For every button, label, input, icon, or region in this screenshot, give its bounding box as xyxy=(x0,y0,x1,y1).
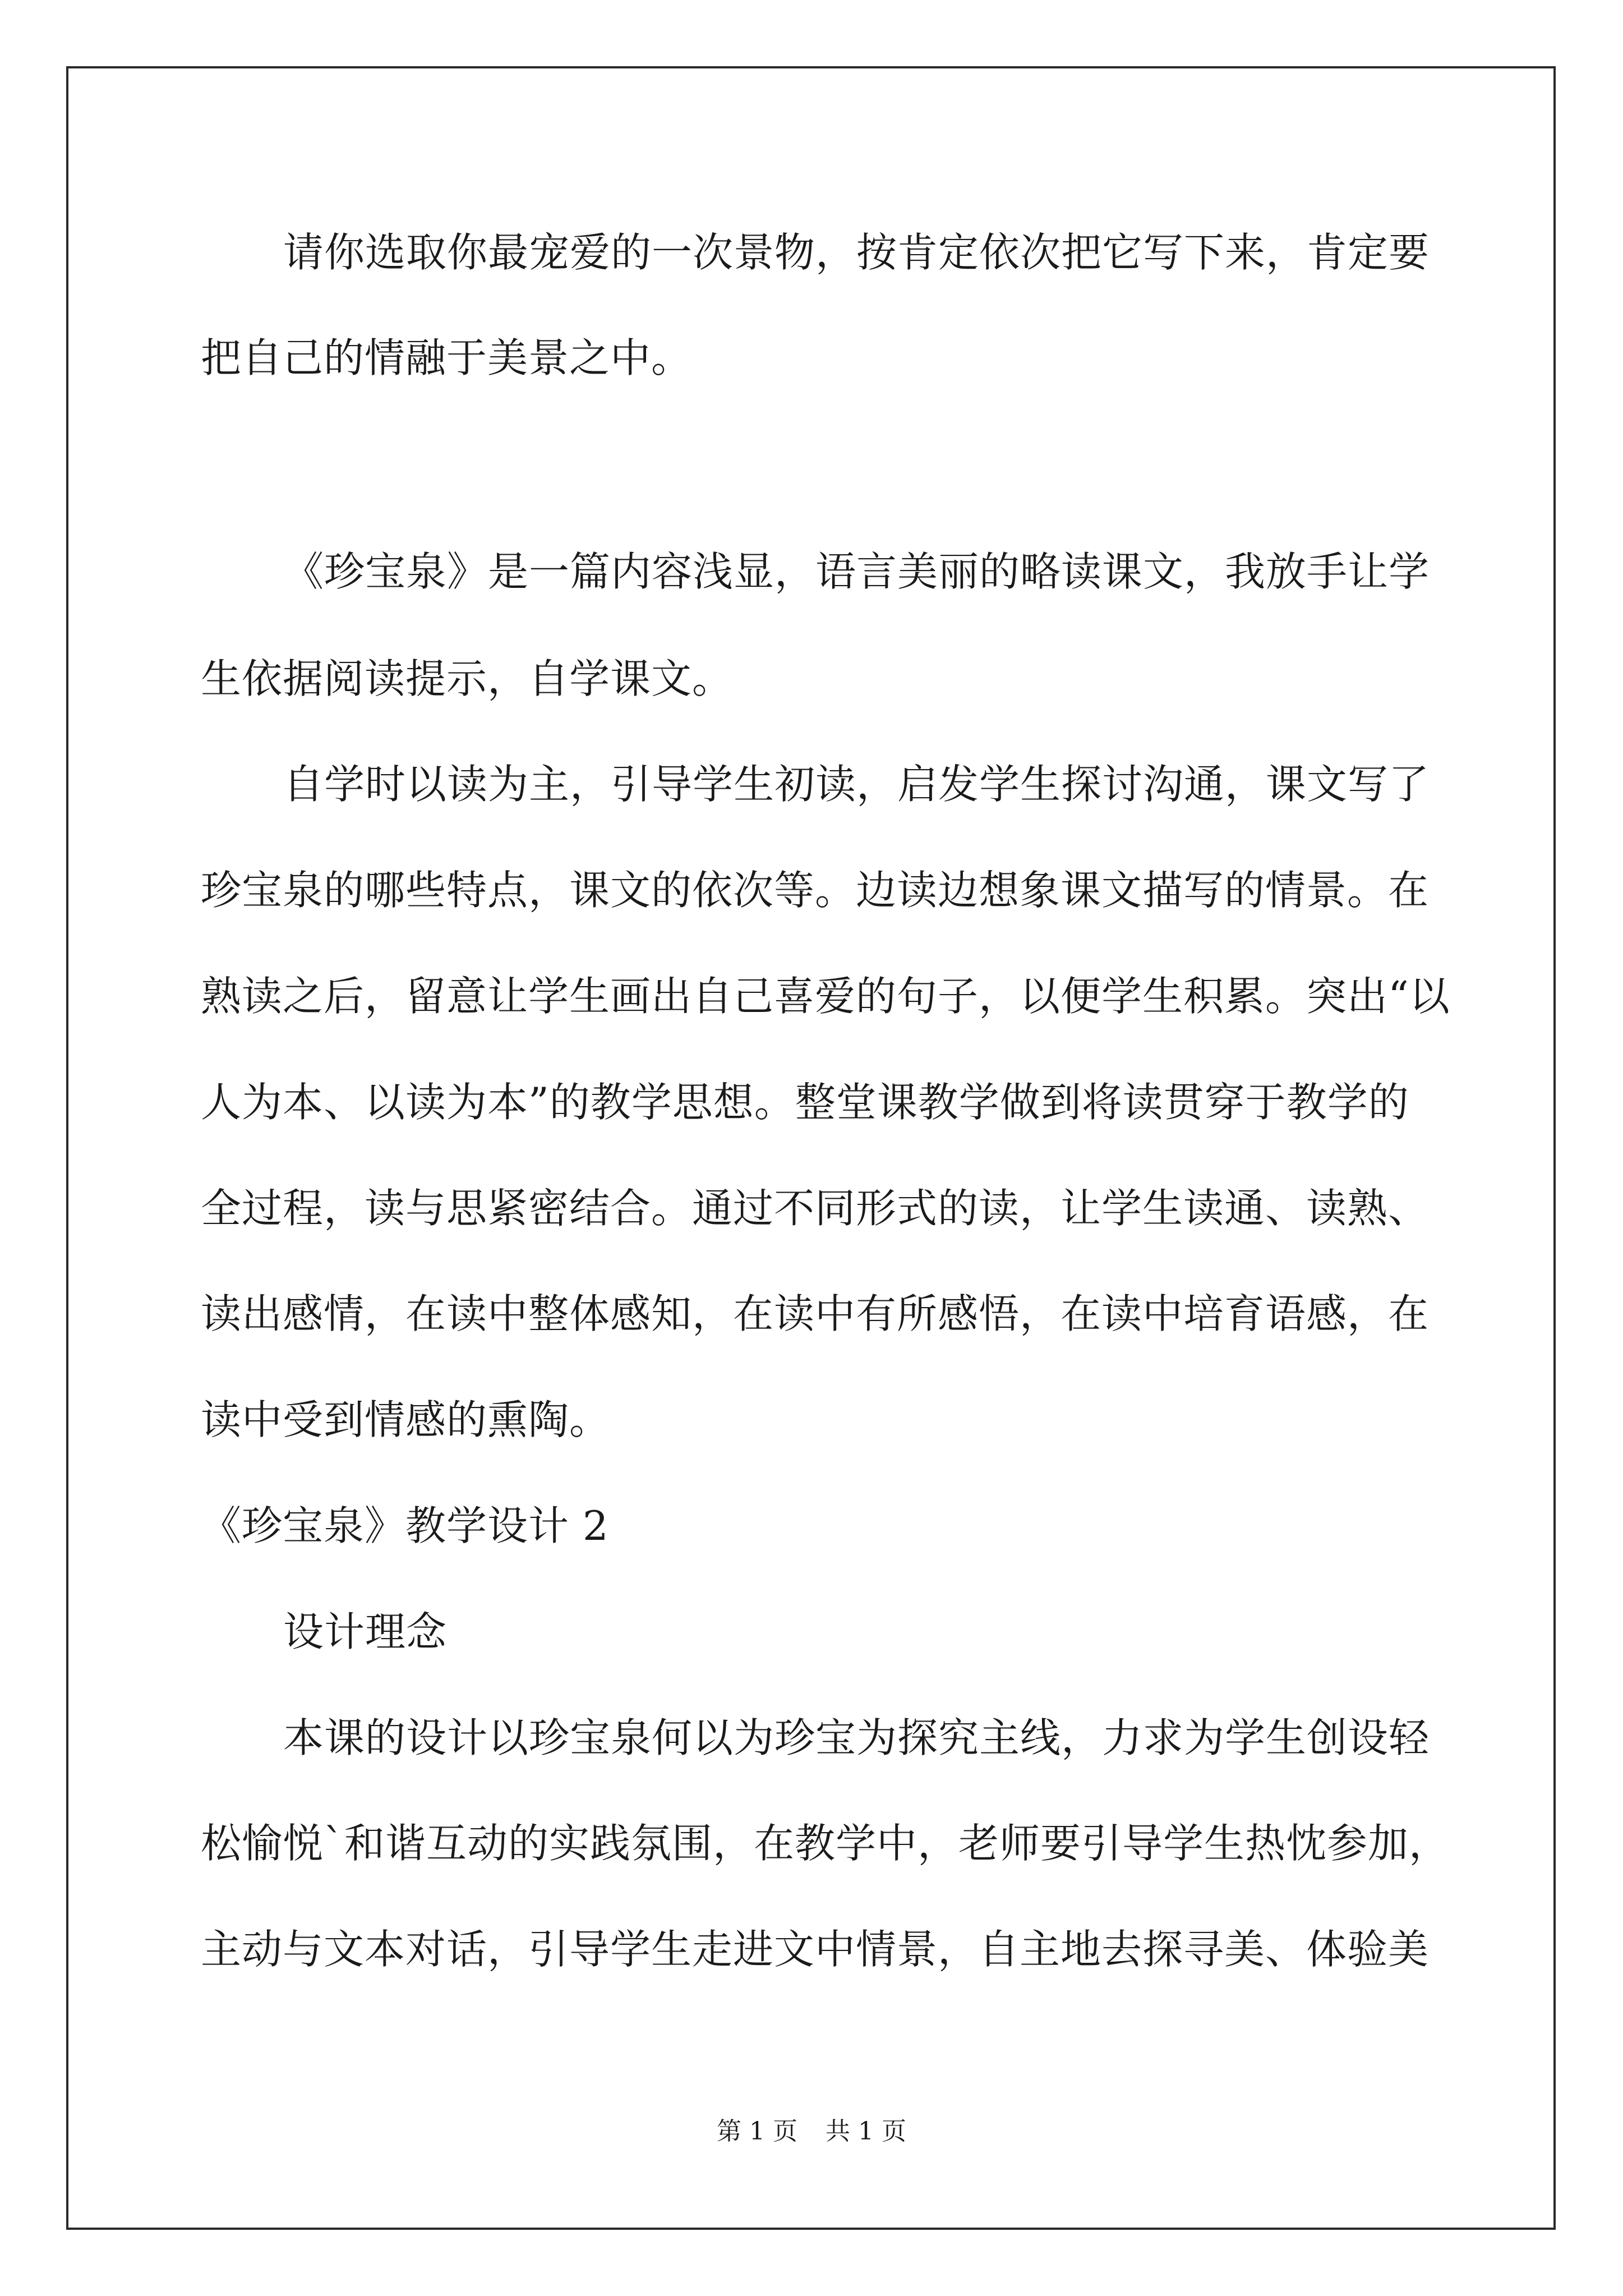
body-line-4: 生依据阅读提示，自学课文。 xyxy=(201,655,734,702)
body-line-6: 珍宝泉的哪些特点，课文的依次等。边读边想象课文描写的情景。在 xyxy=(201,867,1430,914)
body-line-14: 主动与文本对话，引导学生走进文中情景，自主地去探寻美、体验美 xyxy=(201,1926,1430,1973)
page-total: 共 1 页 xyxy=(826,2117,906,2146)
page-footer xyxy=(0,2115,1623,2148)
subsection-heading: 设计理念 xyxy=(283,1608,448,1655)
section-heading: 《珍宝泉》教学设计 2 xyxy=(201,1502,609,1549)
body-line-9: 全过程，读与思紧密结合。通过不同形式的读，让学生读通、读熟、 xyxy=(201,1185,1430,1232)
page-border xyxy=(66,66,1556,2230)
body-line-12: 本课的设计以珍宝泉何以为珍宝为探究主线，力求为学生创设轻 xyxy=(283,1714,1430,1761)
body-line-8: 人为本、以读为本”的教学思想。整堂课教学做到将读贯穿于教学的 xyxy=(201,1079,1409,1126)
body-line-2: 把自己的情融于美景之中。 xyxy=(201,334,693,381)
body-line-13: 松愉悦`和谐互动的实践氛围，在教学中，老师要引导学生热忱参加， xyxy=(201,1820,1450,1867)
body-line-3: 《珍宝泉》是一篇内容浅显，语言美丽的略读课文，我放手让学 xyxy=(283,548,1430,595)
body-line-5: 自学时以读为主，引导学生初读，启发学生探讨沟通，课文写了 xyxy=(283,761,1430,808)
body-line-11: 读中受到情感的熏陶。 xyxy=(201,1396,611,1443)
body-line-7: 熟读之后，留意让学生画出自己喜爱的句子，以便学生积累。突出“以 xyxy=(201,973,1450,1020)
body-line-1: 请你选取你最宠爱的一次景物，按肯定依次把它写下来，肯定要 xyxy=(283,229,1430,276)
page-number: 第 1 页 xyxy=(717,2117,797,2146)
body-line-10: 读出感情，在读中整体感知，在读中有所感悟，在读中培育语感，在 xyxy=(201,1290,1430,1337)
